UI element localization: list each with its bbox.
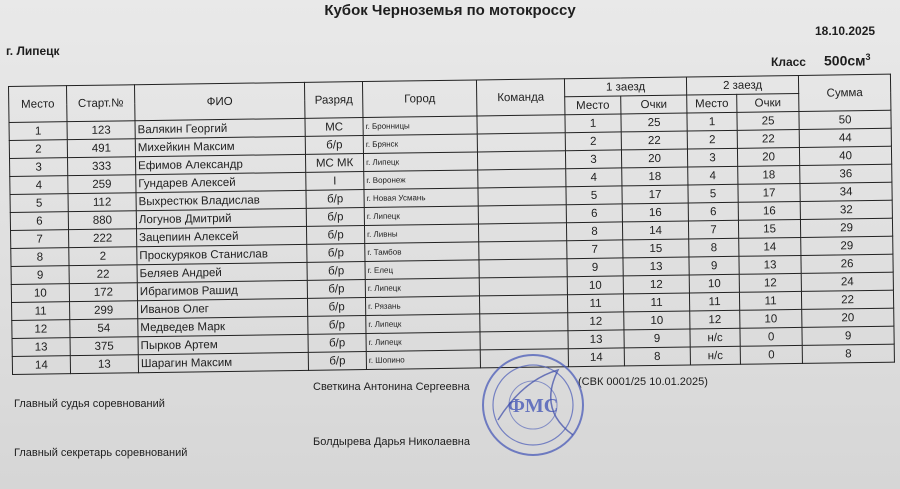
stamp-text: ФМС <box>507 395 559 417</box>
row-heat2-place: 12 <box>690 310 740 329</box>
row-sum: 32 <box>800 200 892 219</box>
row-sum: 9 <box>802 326 894 345</box>
col-place: Место <box>9 86 67 123</box>
row-heat1-place: 5 <box>566 186 622 205</box>
row-heat1-points: 16 <box>622 203 688 222</box>
row-heat2-place: 9 <box>689 256 739 275</box>
col-city: Город <box>362 80 476 118</box>
row-team <box>479 241 567 260</box>
row-sum: 20 <box>802 308 894 327</box>
row-sum: 8 <box>802 344 894 363</box>
row-heat2-points: 18 <box>738 165 800 184</box>
row-heat2-points: 10 <box>740 309 802 328</box>
row-start-no: 123 <box>67 121 135 140</box>
row-rank: б/р <box>308 352 366 371</box>
row-heat1-points: 10 <box>624 311 690 330</box>
row-start-no: 112 <box>68 193 136 212</box>
row-name: Ибрагимов Рашид <box>137 280 307 300</box>
row-heat2-place: 8 <box>689 238 739 257</box>
document-date: 18.10.2025 <box>815 24 876 38</box>
row-city: г. Новая Усмань <box>364 188 478 208</box>
row-heat2-points: 14 <box>739 237 801 256</box>
row-sum: 36 <box>800 164 892 183</box>
row-city: г. Елец <box>365 260 479 280</box>
row-place: 11 <box>12 302 70 321</box>
row-city: г. Брянск <box>363 134 477 154</box>
event-city: г. Липецк <box>6 44 60 58</box>
row-heat2-points: 12 <box>739 273 801 292</box>
row-heat1-points: 11 <box>623 293 689 312</box>
row-rank: б/р <box>307 298 365 317</box>
row-city: г. Шопино <box>366 350 480 370</box>
row-sum: 29 <box>801 236 893 255</box>
row-place: 6 <box>10 212 68 231</box>
col-team: Команда <box>476 79 564 116</box>
row-sum: 26 <box>801 254 893 273</box>
col-name: ФИО <box>134 82 304 120</box>
row-heat1-place: 1 <box>565 114 621 133</box>
official-stamp <box>478 350 588 460</box>
row-sum: 29 <box>800 218 892 237</box>
row-heat2-place: н/с <box>690 328 740 347</box>
class-label: Класс <box>771 55 806 69</box>
row-team <box>477 133 565 152</box>
row-name: Гундарев Алексей <box>136 172 306 192</box>
row-place: 13 <box>12 338 70 357</box>
row-name: Валякин Георгий <box>135 118 305 138</box>
col-heat2-points: Очки <box>737 93 799 112</box>
row-city: г. Липецк <box>365 278 479 298</box>
row-team <box>478 169 566 188</box>
col-heat1-place: Место <box>565 96 621 115</box>
row-team <box>479 295 567 314</box>
document-title: Кубок Черноземья по мотокроссу <box>324 2 576 19</box>
row-sum: 44 <box>799 128 891 147</box>
row-team <box>478 187 566 206</box>
row-heat1-place: 6 <box>566 204 622 223</box>
row-start-no: 172 <box>69 283 137 302</box>
row-name: Зацепиин Алексей <box>137 226 307 246</box>
row-heat2-place: 5 <box>688 184 738 203</box>
row-start-no: 333 <box>68 157 136 176</box>
row-heat2-points: 20 <box>737 147 799 166</box>
judge-certificate: (СВК 0001/25 10.01.2025) <box>578 376 708 388</box>
row-rank: МС <box>305 118 363 137</box>
row-start-no: 375 <box>70 337 138 356</box>
row-name: Проскуряков Станислав <box>137 244 307 264</box>
row-heat1-place: 3 <box>565 150 621 169</box>
col-heat1-points: Очки <box>621 95 687 114</box>
row-heat2-points: 0 <box>740 345 802 364</box>
row-heat1-points: 20 <box>621 149 687 168</box>
row-rank: I <box>306 172 364 191</box>
row-start-no: 2 <box>69 247 137 266</box>
row-team <box>477 151 565 170</box>
row-sum: 22 <box>801 290 893 309</box>
row-name: Пырков Артем <box>138 334 308 354</box>
judge-name: Светкина Антонина Сергеевна <box>313 381 470 393</box>
col-heat1: 1 заезд <box>564 77 686 97</box>
row-name: Медведев Марк <box>138 316 308 336</box>
row-heat1-points: 13 <box>623 257 689 276</box>
row-start-no: 22 <box>69 265 137 284</box>
row-heat2-points: 13 <box>739 255 801 274</box>
row-heat2-place: 3 <box>687 148 737 167</box>
row-heat1-place: 8 <box>566 222 622 241</box>
row-team <box>477 115 565 134</box>
secretary-name: Болдырева Дарья Николаевна <box>313 436 470 448</box>
col-heat2-place: Место <box>687 94 737 113</box>
row-city: г. Липецк <box>366 332 480 352</box>
row-sum: 50 <box>799 110 891 129</box>
row-heat1-points: 17 <box>622 185 688 204</box>
row-heat2-place: 2 <box>687 130 737 149</box>
row-heat2-place: 10 <box>689 274 739 293</box>
secretary-role: Главный секретарь соревнований <box>14 447 188 459</box>
row-place: 9 <box>11 266 69 285</box>
row-city: г. Липецк <box>366 314 480 334</box>
row-city: г. Воронеж <box>364 170 478 190</box>
row-team <box>479 277 567 296</box>
row-place: 3 <box>10 158 68 177</box>
row-heat1-points: 22 <box>621 131 687 150</box>
row-heat1-points: 18 <box>622 167 688 186</box>
row-rank: б/р <box>306 190 364 209</box>
class-value-superscript: 3 <box>865 52 871 62</box>
row-rank: б/р <box>306 208 364 227</box>
row-heat2-place: 1 <box>687 112 737 131</box>
row-heat1-place: 4 <box>566 168 622 187</box>
row-start-no: 299 <box>70 301 138 320</box>
row-name: Логунов Дмитрий <box>136 208 306 228</box>
row-heat2-points: 15 <box>738 219 800 238</box>
row-start-no: 491 <box>67 139 135 158</box>
class-value <box>824 52 871 69</box>
row-heat1-place: 13 <box>568 330 624 349</box>
row-heat2-place: н/с <box>690 346 740 365</box>
judge-role: Главный судья соревнований <box>14 398 165 410</box>
row-heat2-place: 6 <box>688 202 738 221</box>
row-heat1-place: 11 <box>567 294 623 313</box>
results-table <box>8 74 895 375</box>
row-heat1-points: 25 <box>621 113 687 132</box>
row-start-no: 222 <box>69 229 137 248</box>
row-heat2-points: 25 <box>737 111 799 130</box>
row-heat2-place: 7 <box>688 220 738 239</box>
row-sum: 40 <box>799 146 891 165</box>
row-place: 5 <box>10 194 68 213</box>
row-rank: б/р <box>307 262 365 281</box>
col-rank: Разряд <box>304 82 362 119</box>
row-rank: б/р <box>307 280 365 299</box>
row-place: 4 <box>10 176 68 195</box>
col-start-no: Старт.№ <box>67 85 135 122</box>
row-rank: б/р <box>306 226 364 245</box>
row-heat2-points: 17 <box>738 183 800 202</box>
row-name: Михейкин Максим <box>135 136 305 156</box>
row-sum: 24 <box>801 272 893 291</box>
row-team <box>478 205 566 224</box>
row-heat2-place: 11 <box>689 292 739 311</box>
row-name: Шарагин Максим <box>138 352 308 372</box>
row-place: 7 <box>11 230 69 249</box>
row-rank: б/р <box>307 244 365 263</box>
col-heat2: 2 заезд <box>686 75 798 95</box>
row-city: г. Ливны <box>364 224 478 244</box>
row-start-no: 54 <box>70 319 138 338</box>
row-heat1-points: 15 <box>623 239 689 258</box>
row-heat2-points: 11 <box>739 291 801 310</box>
row-heat1-points: 8 <box>624 347 690 366</box>
row-heat1-place: 12 <box>568 312 624 331</box>
row-heat1-place: 7 <box>567 240 623 259</box>
row-place: 12 <box>12 320 70 339</box>
row-place: 10 <box>11 284 69 303</box>
row-place: 8 <box>11 248 69 267</box>
row-heat2-points: 0 <box>740 327 802 346</box>
row-team <box>480 313 568 332</box>
row-heat1-place: 9 <box>567 258 623 277</box>
row-start-no: 13 <box>70 355 138 374</box>
row-rank: МС МК <box>305 154 363 173</box>
row-heat2-place: 4 <box>688 166 738 185</box>
class-value-text: 500см <box>824 52 866 69</box>
row-rank: б/р <box>308 316 366 335</box>
row-city: г. Рязань <box>365 296 479 316</box>
row-heat1-points: 12 <box>623 275 689 294</box>
row-sum: 34 <box>800 182 892 201</box>
row-name: Беляев Андрей <box>137 262 307 282</box>
row-team <box>478 223 566 242</box>
row-place: 1 <box>9 122 67 141</box>
row-place: 14 <box>12 356 70 375</box>
row-heat1-place: 14 <box>568 348 624 367</box>
row-rank: б/р <box>305 136 363 155</box>
results-body <box>9 110 894 374</box>
row-place: 2 <box>9 140 67 159</box>
row-team <box>480 331 568 350</box>
row-start-no: 259 <box>68 175 136 194</box>
row-name: Иванов Олег <box>138 298 308 318</box>
row-rank: б/р <box>308 334 366 353</box>
row-city: г. Бронницы <box>363 116 477 136</box>
row-name: Выхрестюк Владислав <box>136 190 306 210</box>
row-city: г. Липецк <box>364 206 478 226</box>
row-name: Ефимов Александр <box>135 154 305 174</box>
row-heat1-place: 10 <box>567 276 623 295</box>
row-city: г. Липецк <box>363 152 477 172</box>
row-team <box>479 259 567 278</box>
row-heat1-points: 9 <box>624 329 690 348</box>
row-start-no: 880 <box>68 211 136 230</box>
col-sum: Сумма <box>798 74 890 111</box>
row-heat1-place: 2 <box>565 132 621 151</box>
row-heat2-points: 16 <box>738 201 800 220</box>
row-heat2-points: 22 <box>737 129 799 148</box>
row-city: г. Тамбов <box>365 242 479 262</box>
row-heat1-points: 14 <box>622 221 688 240</box>
